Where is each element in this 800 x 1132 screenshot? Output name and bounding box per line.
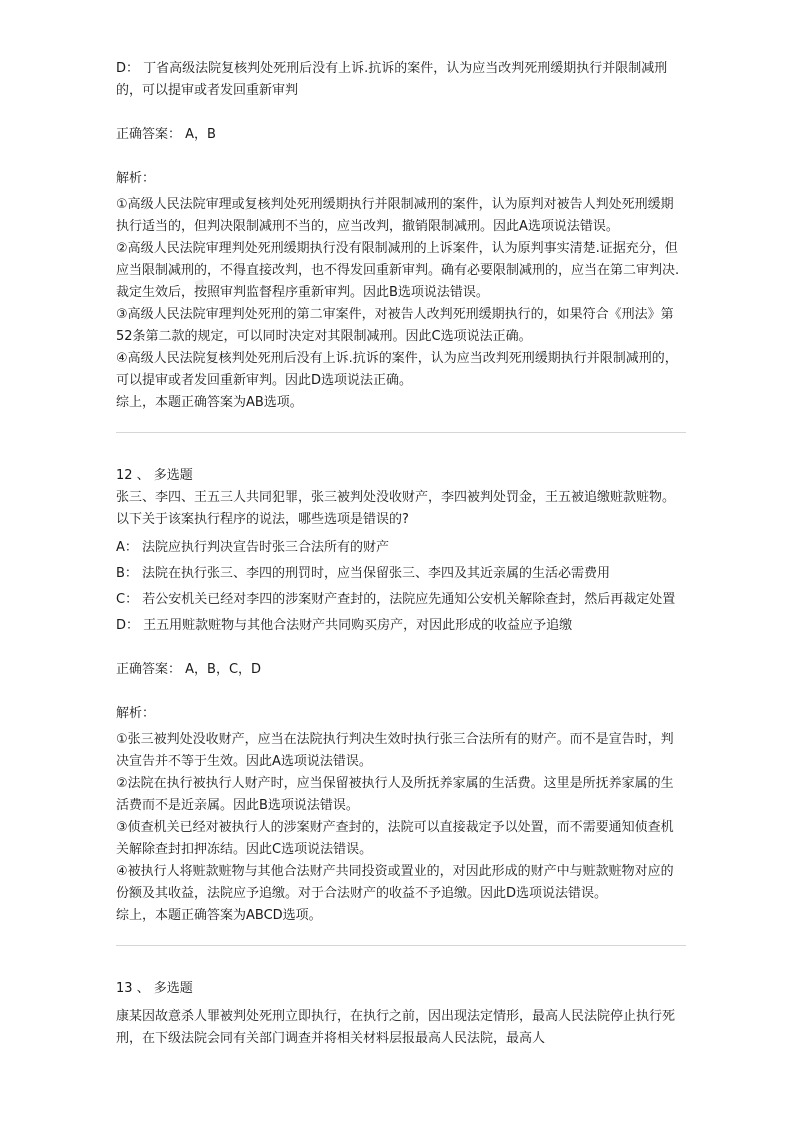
q12-analysis-summary: 综上，本题正确答案为ABCD选项。 [116,908,322,923]
q13-number: 13 、 多选题 [116,981,193,996]
q12-analysis-2: ②法院在执行被执行人财产时，应当保留被执行人及所抚养家属的生活费。这里是所抚养家属的生活费而不是近亲属。因此B选项说法错误。 [116,776,674,813]
q12-option-b: B： 法院在执行张三、李四的刑罚时，应当保留张三、李四及其近亲属的生活必需费用 [116,566,611,581]
q11-option-d: D： 丁省高级法院复核判处死刑后没有上诉.抗诉的案件，认为应当改判死刑缓期执行并限制减刑的，可以提审或者发回重新审判 [116,61,668,98]
q13-stem: 康某因故意杀人罪被判处死刑立即执行，在执行之前，因出现法定情形，最高人民法院停止执行死刑，在下级法院会同有关部门调查并将相关材料层报最高人民法院，最高人 [116,1009,676,1046]
q12-analysis-title: 解析： [116,706,156,721]
watermark: · · [182,241,263,315]
q11-analysis-4: ④高级人民法院复核判处死刑后没有上诉.抗诉的案件，认为应当改判死刑缓期执行并限制减刑的，可以提审或者发回重新审判。因此D选项说法正确。 [116,351,678,388]
q12-analysis-3: ③侦查机关已经对被执行人的涉案财产查封的，法院可以直接裁定予以处置，而不需要通知侦查机关解除查封扣押冻结。因此C选项说法错误。 [116,820,674,857]
document-page [116,58,686,1050]
q11-analysis-1: ①高级人民法院审理或复核判处死刑缓期执行并限制减刑的案件，认为原判对被告人判处死刑缓期执行适当的，但判决限制减刑不当的，应当改判，撤销限制减刑。因此A选项说法错误。 [116,197,674,234]
q12-stem: 张三、李四、王五三人共同犯罪，张三被判处没收财产，李四被判处罚金，王五被追缴赃款赃物。以下关于该案执行程序的说法，哪些选项是错误的? [116,490,676,527]
q12-correct-answer: 正确答案： A，B，C，D [116,662,262,677]
q12-number: 12 、 多选题 [116,468,193,483]
q11-analysis-2: ②高级人民法院审理判处死刑缓期执行没有限制减刑的上诉案件，认为原判事实清楚.证据充分，但应当限制减刑的，不得直接改判，也不得发回重新审判。确有必要限制减刑的，应当在第二审判决.裁定生效后，按照审判监督程序重新审判。因此B选项说法错误。 [116,241,680,300]
q11-analysis-3: ③高级人民法院审理判处死刑的第二审案件，对被告人改判死刑缓期执行的，如果符合《刑法》第52条第二款的规定，可以同时决定对其限制减刑。因此C选项说法正确。 [116,307,674,344]
q12-option-c: C： 若公安机关已经对李四的涉案财产查封的，法院应先通知公安机关解除查封，然后再裁定处置 [116,592,676,607]
q11-analysis-summary: 综上，本题正确答案为AB选项。 [116,395,303,410]
q12-option-a: A： 法院应执行判决宣告时张三合法所有的财产 [116,540,390,555]
q12-analysis-1: ①张三被判处没收财产，应当在法院执行判决生效时执行张三合法所有的财产。而不是宣告时，判决宣告并不等于生效。因此A选项说法错误。 [116,732,674,769]
q12-option-d: D： 王五用赃款赃物与其他合法财产共同购买房产，对因此形成的收益应予追缴 [116,618,573,633]
q11-correct-answer: 正确答案： A，B [116,127,216,142]
q12-analysis-4: ④被执行人将赃款赃物与其他合法财产共同投资或置业的，对因此形成的财产中与赃款赃物对应的份额及其收益，法院应予追缴。对于合法财产的收益不予追缴。因此D选项说法错误。 [116,864,674,901]
q11-analysis-title: 解析： [116,171,156,186]
